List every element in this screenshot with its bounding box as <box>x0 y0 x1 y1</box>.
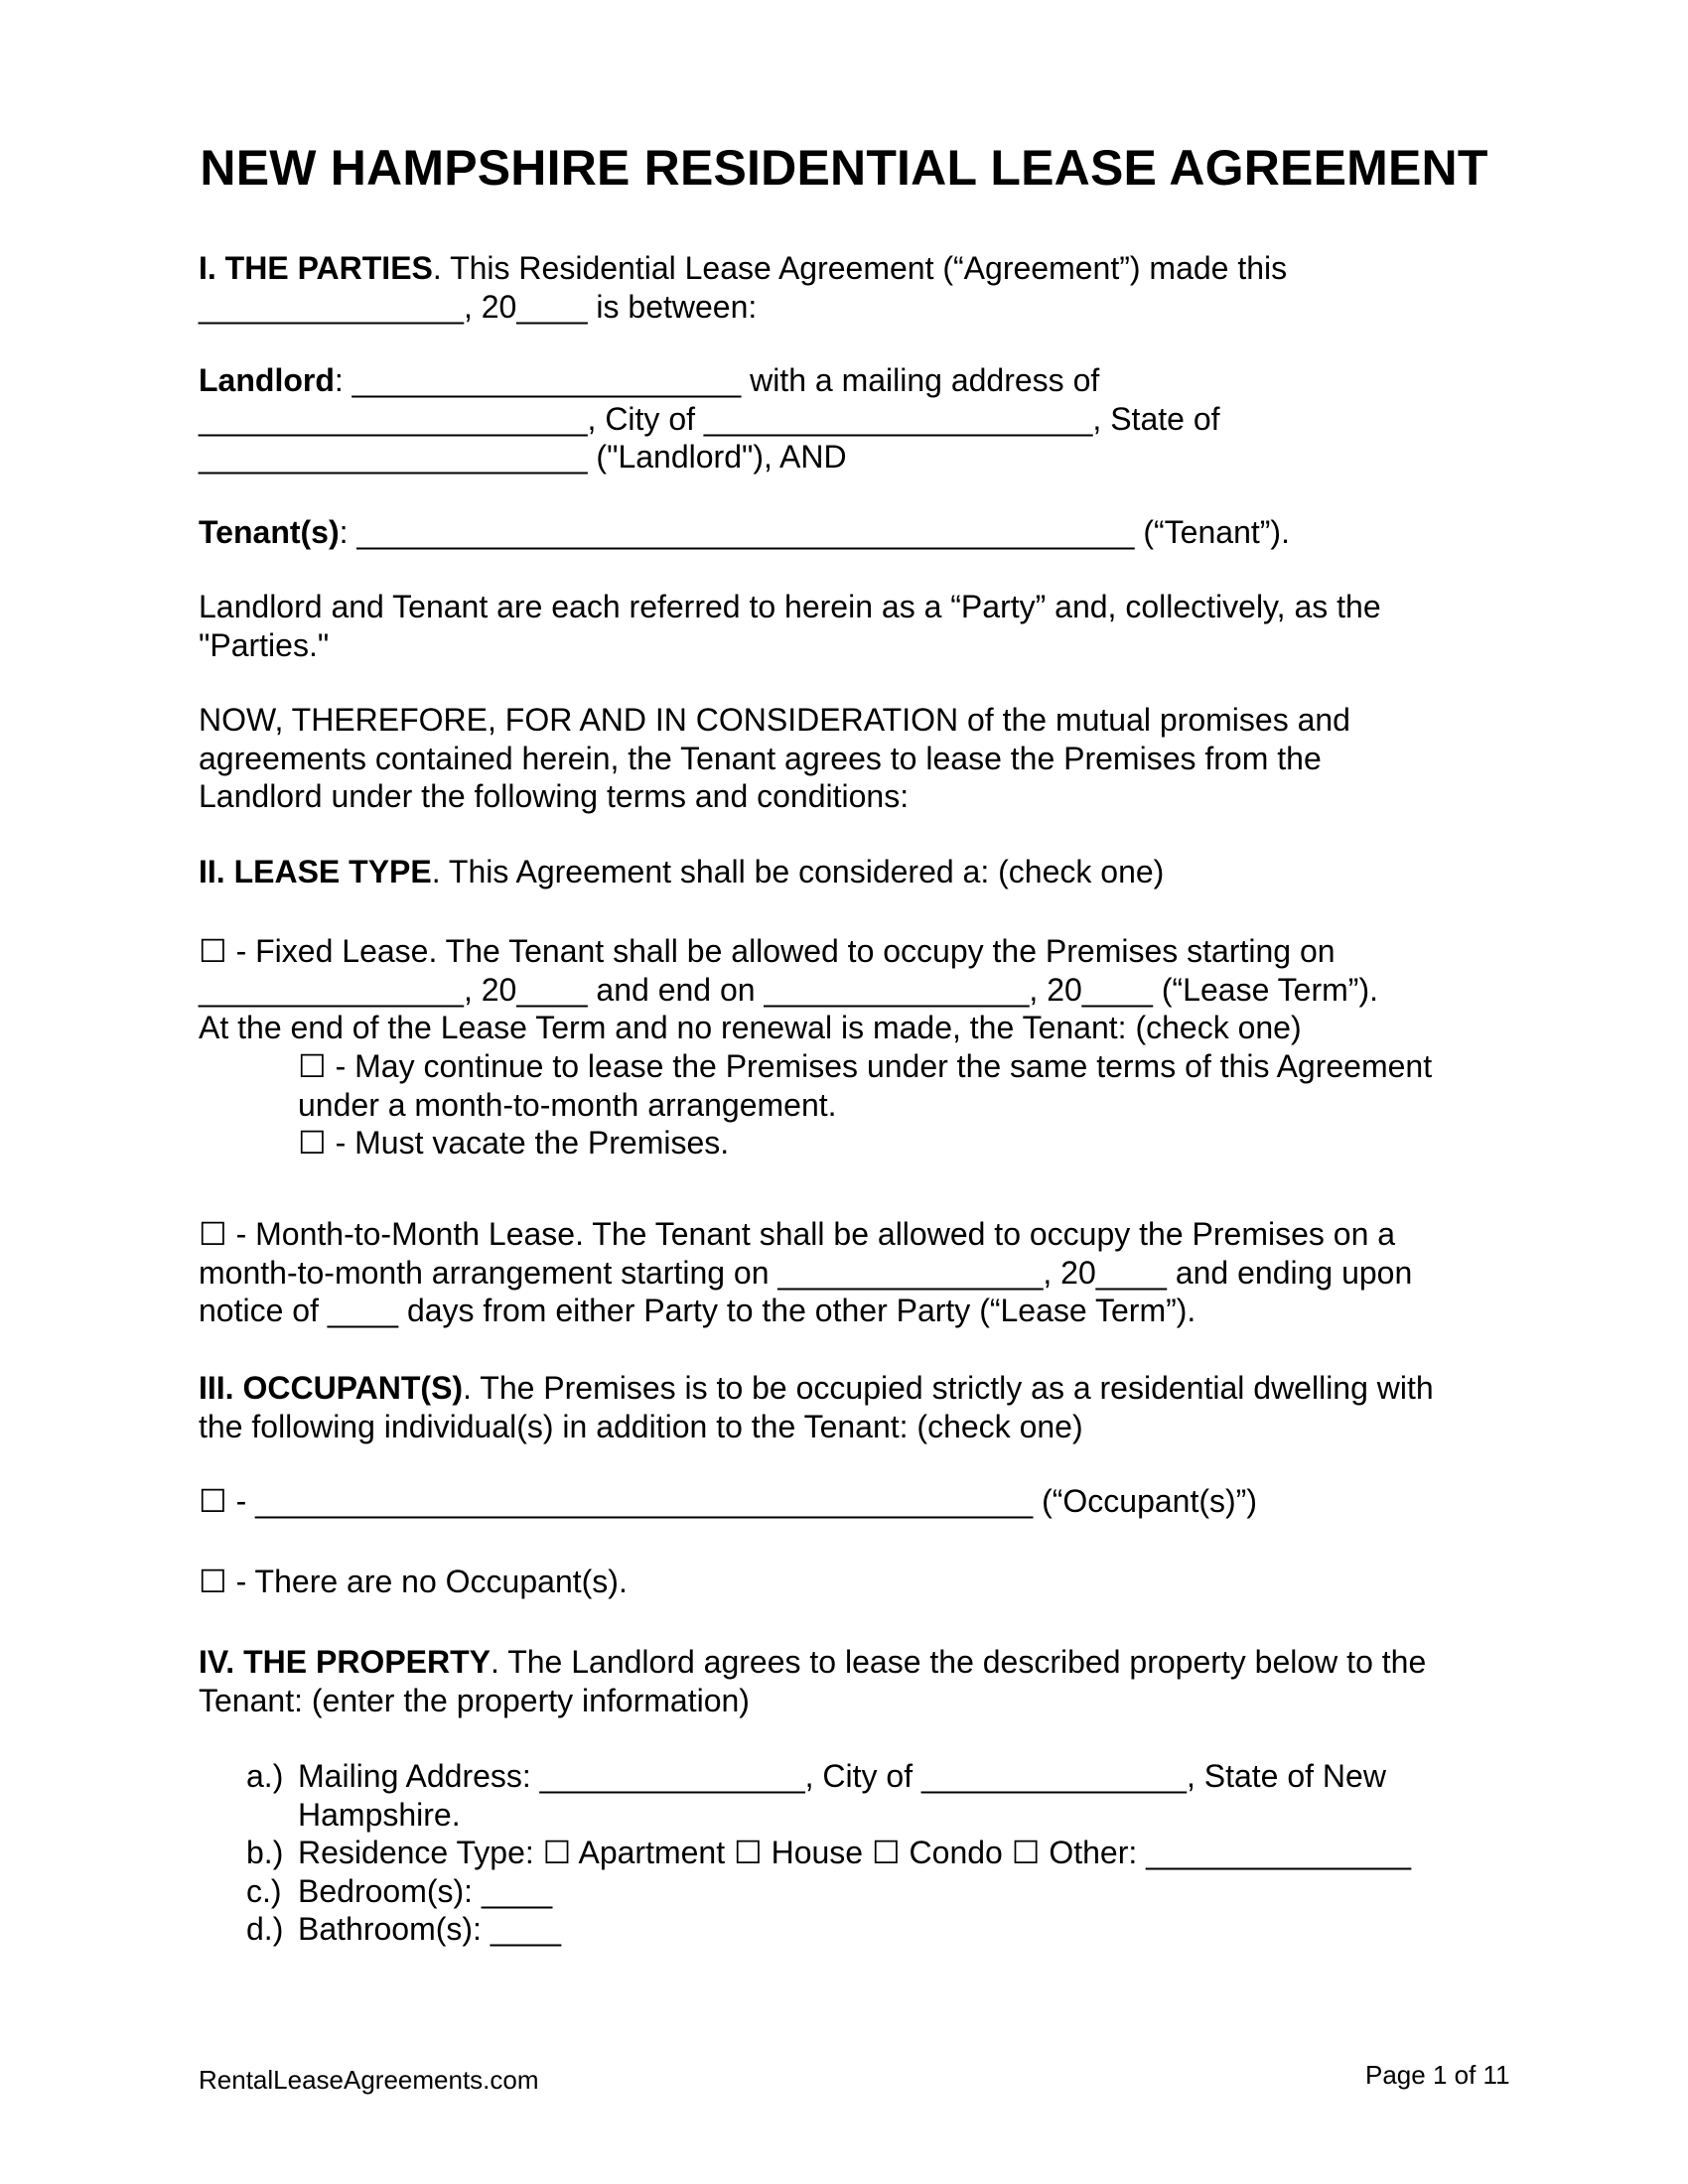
list-item: d.) Bathroom(s): ____ <box>246 1911 562 1947</box>
tenant-block: Tenant(s): ____________________________________________ (“Tenant”). <box>199 514 1290 550</box>
section-heading: III. OCCUPANT(S) <box>199 1370 464 1406</box>
list-item: a.) Mailing Address: _______________, City of _______________, State of New <box>246 1758 1386 1794</box>
footer-page-number: Page 1 of 11 <box>1365 2060 1510 2090</box>
document-title: NEW HAMPSHIRE RESIDENTIAL LEASE AGREEMENT <box>200 140 1488 196</box>
landlord-label: Landlord <box>199 362 335 398</box>
footer-website: RentalLeaseAgreements.com <box>199 2065 539 2095</box>
list-item: c.) Bedroom(s): ____ <box>246 1872 553 1909</box>
fixed-lease-option: ☐ - Fixed Lease. The Tenant shall be allowed to occupy the Premises starting on _______________, 20____ and end on _______________, 20____ (“Lease Term”). At the end of the Lease Term and no renewal is made, the Tenant: (check one) <box>199 933 1378 1045</box>
renewal-option-continue: ☐ - May continue to lease the Premises under the same terms of this Agreement <box>298 1048 1433 1084</box>
section-heading: II. LEASE TYPE <box>199 854 432 889</box>
section-occupants: III. OCCUPANT(S). The Premises is to be occupied strictly as a residential dwelling with the following individual(s) in addition to the Tenant: (check one) <box>199 1370 1434 1444</box>
landlord-block: Landlord: ______________________ with a mailing address of ______________________, City of ______________________, State of ______________________ ("Landlord"), AND <box>199 362 1220 475</box>
list-item: b.) Residence Type: ☐ Apartment ☐ House ☐ Condo ☐ Other: _______________ <box>246 1835 1412 1870</box>
fixed-lease-renewal-options: ☐ - May continue to lease the Premises under the same terms of this Agreement under a month-to-month arrangement. ☐ - Must vacate the Premises. <box>298 1048 1433 1160</box>
section-parties: I. THE PARTIES. This Residential Lease Agreement (“Agreement”) made this _______________, 20____ is between: <box>199 250 1288 325</box>
section-lease-type: II. LEASE TYPE. This Agreement shall be considered a: (check one) <box>199 854 1165 889</box>
consideration-paragraph: NOW, THEREFORE, FOR AND IN CONSIDERATION of the mutual promises and agreements contained herein, the Tenant agrees to lease the Premises from the Landlord under the following terms and conditions: <box>199 702 1350 814</box>
property-details-list: a.) Mailing Address: _______________, City of _______________, State of New Hampshire. b.) Residence Type: ☐ Apartment ☐ House ☐ Condo ☐ Other: _______________ c.) Bedroom(s): ____ d.) Bathroom(s): ____ <box>246 1757 1517 1949</box>
month-to-month-option: ☐ - Month-to-Month Lease. The Tenant shall be allowed to occupy the Premises on a month-to-month arrangement starting on _______________, 20____ and ending upon notice of ____ days from either Party to the other Party (“Lease Term”). <box>199 1216 1413 1328</box>
section-property: IV. THE PROPERTY. The Landlord agrees to lease the described property below to the Tenant: (enter the property information) <box>199 1644 1427 1718</box>
occupants-option: ☐ - ____________________________________________ (“Occupant(s)”) <box>199 1483 1257 1519</box>
no-occupants-option: ☐ - There are no Occupant(s). <box>199 1564 628 1599</box>
parties-definition: Landlord and Tenant are each referred to herein as a “Party” and, collectively, as the "Parties." <box>199 589 1381 663</box>
section-heading: I. THE PARTIES <box>199 250 433 286</box>
renewal-option-vacate: ☐ - Must vacate the Premises. <box>298 1125 730 1160</box>
section-heading: IV. THE PROPERTY <box>199 1644 491 1680</box>
tenant-label: Tenant(s) <box>199 514 340 550</box>
